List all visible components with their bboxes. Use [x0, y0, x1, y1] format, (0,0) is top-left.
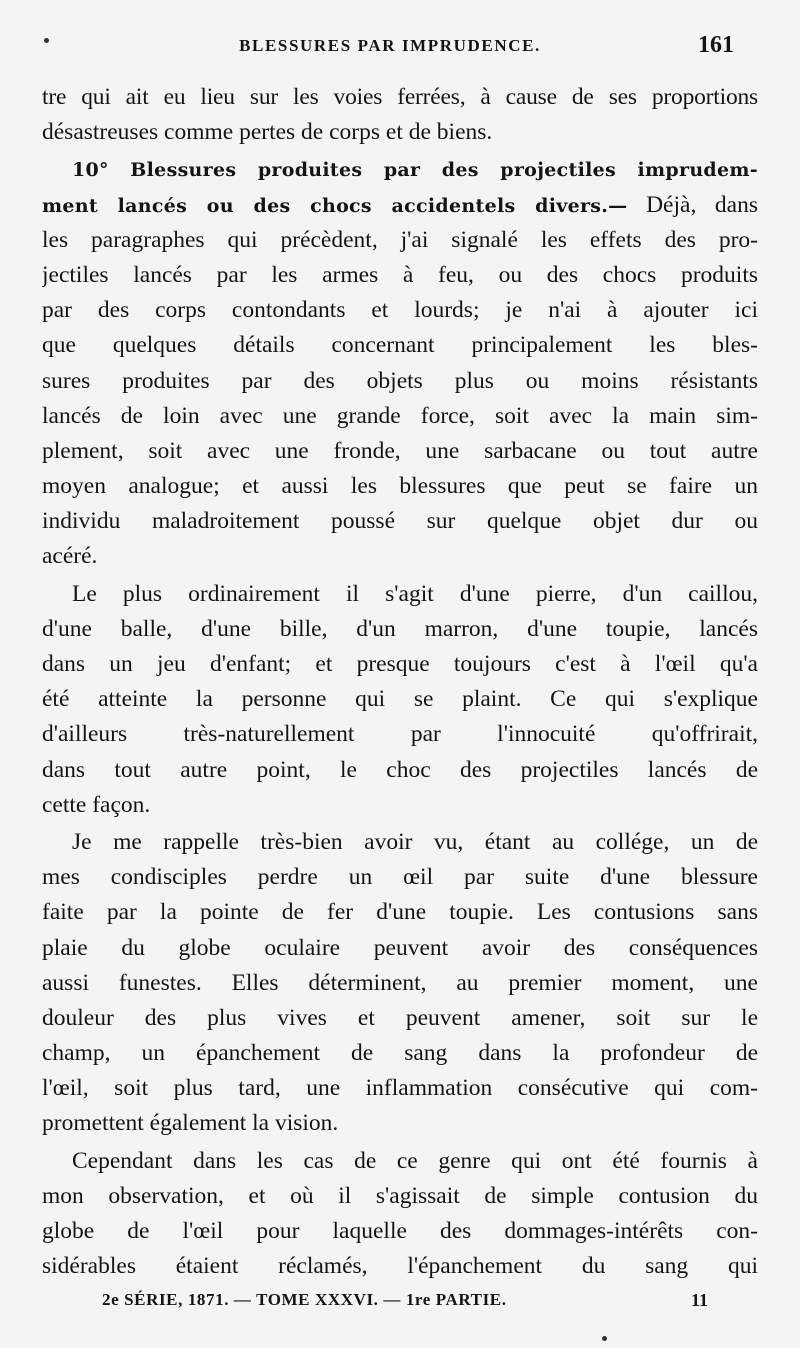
- text-line: d'une balle, d'une bille, d'un marron, d'une toupie, lancés: [42, 615, 758, 642]
- text-line: par des corps contondants et lourds; je n'ai à ajouter ici: [42, 297, 758, 324]
- text-line: Je me rappelle très-bien avoir vu, étant au collége, un de: [72, 828, 758, 855]
- text-line: moyen analogue; et aussi les blessures que peut se faire un: [42, 473, 758, 500]
- section-heading-part2: ment lancés ou des chocs accidentels divers.—: [42, 194, 628, 217]
- text-line: plement, soit avec une fronde, une sarbacane ou tout autre: [42, 437, 758, 464]
- page-footer: [40, 1290, 760, 1320]
- text-line: jectiles lancés par les armes à feu, ou des chocs produits: [42, 261, 758, 288]
- text-line: globe de l'œil pour laquelle des dommages-intérêts con-: [42, 1218, 758, 1244]
- text-line: sidérables étaient réclamés, l'épanchement du sang qui: [42, 1253, 758, 1280]
- signature-line: 2e SÉRIE, 1871. — TOME XXXVI. — 1re PARTIE.: [102, 1290, 507, 1309]
- section-heading-line: [42, 188, 758, 223]
- text-line: sures produites par des objets plus ou moins résistants: [42, 367, 758, 394]
- text-line: désastreuses comme pertes de corps et de biens.: [42, 119, 493, 146]
- text-line: dans un jeu d'enfant; et presque toujours c'est à l'œil qu'a: [42, 651, 758, 677]
- running-title: BLESSURES PAR IMPRUDENCE.: [239, 36, 541, 55]
- text-line: Cependant dans les cas de ce genre qui ont été fournis à: [72, 1147, 758, 1174]
- text-line: d'ailleurs très-naturellement par l'innocuité qu'offrirait,: [42, 721, 758, 748]
- body-text: [42, 80, 758, 1284]
- text-line: les paragraphes qui précèdent, j'ai signalé les effets des pro-: [42, 226, 758, 253]
- text-line: Le plus ordinairement il s'agit d'une pierre, d'un caillou,: [72, 580, 758, 607]
- text-line: faite par la pointe de fer d'une toupie. Les contusions sans: [42, 899, 758, 926]
- text-line: tre qui ait eu lieu sur les voies ferrées, à cause de ses proportions: [42, 84, 758, 110]
- text-line: plaie du globe oculaire peuvent avoir des conséquences: [42, 934, 758, 961]
- text-line: mon observation, et où il s'agissait de simple contusion du: [42, 1182, 758, 1209]
- text-line: acéré.: [42, 543, 98, 570]
- text-line: aussi funestes. Elles déterminent, au premier moment, une: [42, 969, 758, 996]
- page-number: 161: [698, 32, 734, 58]
- text-line: individu maladroitement poussé sur quelque objet dur ou: [42, 508, 758, 535]
- running-head: [40, 34, 740, 64]
- text-line: que quelques détails concernant principalement les bles-: [42, 332, 758, 359]
- text-line: lancés de loin avec une grande force, soit avec la main sim-: [42, 402, 758, 429]
- text-line: dans tout autre point, le choc des projectiles lancés de: [42, 756, 758, 783]
- ink-speck: [44, 38, 49, 43]
- sheet-number: 11: [690, 1290, 708, 1310]
- text-line: promettent également la vision.: [42, 1110, 339, 1137]
- text-line: champ, un épanchement de sang dans la profondeur de: [42, 1040, 758, 1067]
- text-line: mes condisciples perdre un œil par suite d'une blessure: [42, 864, 758, 891]
- section-heading-part1: 10° Blessures produites par des projectiles imprudem-: [72, 159, 758, 182]
- ink-speck: [602, 1336, 607, 1341]
- text-line: été atteinte la personne qui se plaint. Ce qui s'explique: [42, 686, 758, 713]
- text-line: douleur des plus vives et peuvent amener, soit sur le: [42, 1004, 758, 1031]
- section-heading-line: [42, 152, 758, 187]
- heading-tail-text: Déjà, dans: [627, 191, 758, 218]
- text-line: l'œil, soit plus tard, une inflammation consécutive qui com-: [42, 1075, 758, 1102]
- text-line: cette façon.: [42, 791, 151, 818]
